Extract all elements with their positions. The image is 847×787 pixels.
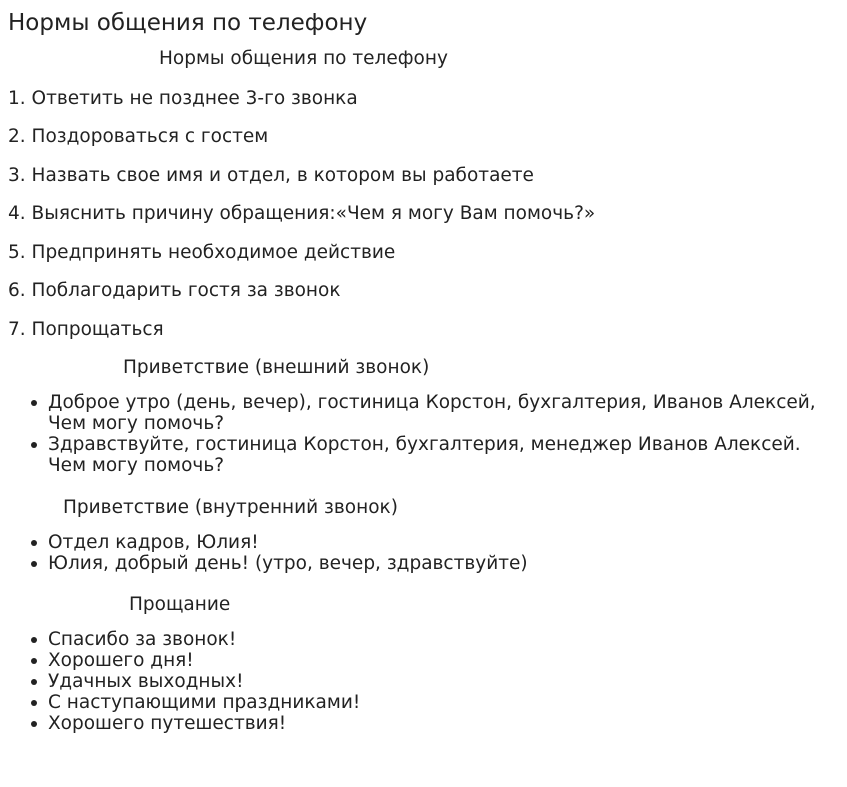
step-item: 3. Назвать свое имя и отдел, в котором вы работаете — [8, 165, 534, 186]
step-item: 1. Ответить не позднее 3-го звонка — [8, 88, 358, 109]
step-item: 2. Поздороваться с гостем — [8, 126, 269, 147]
farewell-heading: Прощание — [129, 594, 231, 615]
list-item: С наступающими праздниками! — [48, 692, 843, 713]
list-item: Хорошего дня! — [48, 650, 843, 671]
page-title: Нормы общения по телефону — [8, 10, 368, 36]
external-greeting-heading: Приветствие (внешний звонок) — [123, 357, 430, 378]
internal-greeting-heading: Приветствие (внутренний звонок) — [63, 497, 398, 518]
list-item: Спасибо за звонок! — [48, 629, 843, 650]
list-item: Юлия, добрый день! (утро, вечер, здравствуйте) — [48, 553, 843, 574]
list-item: Доброе утро (день, вечер), гостиница Корстон, бухгалтерия, Иванов Алексей, Чем могу помочь? — [48, 392, 828, 434]
farewell-list — [48, 629, 843, 734]
internal-greeting-list — [48, 532, 843, 574]
external-greeting-list — [48, 392, 828, 476]
list-item: Здравствуйте, гостиница Корстон, бухгалтерия, менеджер Иванов Алексей. Чем могу помочь? — [48, 434, 828, 476]
step-item: 5. Предпринять необходимое действие — [8, 242, 396, 263]
list-item: Удачных выходных! — [48, 671, 843, 692]
list-item: Хорошего путешествия! — [48, 713, 843, 734]
step-item: 4. Выяснить причину обращения:«Чем я могу Вам помочь?» — [8, 203, 596, 224]
step-item: 7. Попрощаться — [8, 319, 164, 340]
step-item: 6. Поблагодарить гостя за звонок — [8, 280, 341, 301]
list-item: Отдел кадров, Юлия! — [48, 532, 843, 553]
norms-heading: Нормы общения по телефону — [159, 48, 448, 69]
